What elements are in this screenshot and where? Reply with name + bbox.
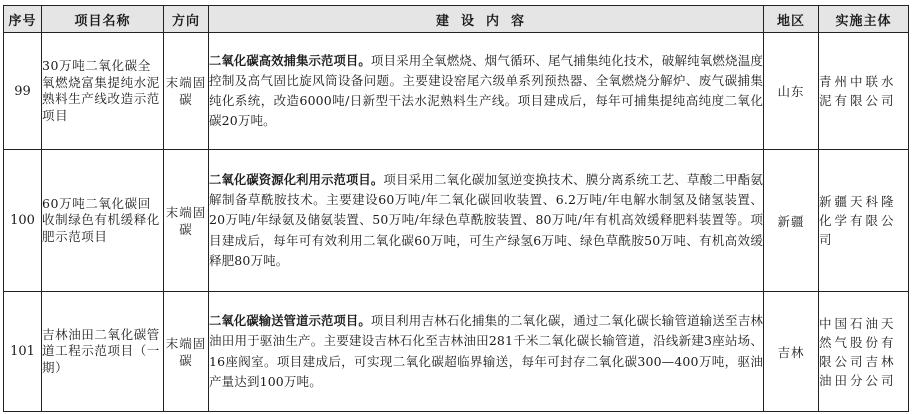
row-direction: 末端固碳 [164,33,209,150]
row-content-body: 项目采用二氧化碳加氢逆变换技术、膜分离系统工艺、草酸二甲酯氨解制备草酰胺技术。主要建设60万吨/年二氧化碳回收装置、6.2万吨/年电解水制氢及储氢装置、20万吨/年绿氨及储氨装置、50万吨/年绿色草酰胺装置、80万吨/年有机高效缓释肥料装置等。项目建成后，每年可有效利用二氧化碳60万吨，可生产绿氢6万吨、绿色草酰胺50万吨、有机高效缓释肥80万吨。 [209,171,763,268]
table-row [4,33,909,150]
row-content [209,150,764,292]
header-name: 项目名称 [42,6,164,33]
row-entity: 新疆天科隆化学有限公司 [819,150,909,292]
header-num: 序号 [4,6,42,33]
row-region: 吉林 [764,292,819,412]
projects-table [3,5,909,412]
row-project-name: 60万吨二氧化碳回收制绿色有机缓释化肥示范项目 [42,150,164,292]
row-content-body: 项目利用吉林石化捕集的二氧化碳，通过二氧化碳长输管道输送至吉林油田用于驱油生产。主要建设吉林石化至吉林油田281千米二氧化碳长输管道，沿线新建3座站场、16座阀室。项目建成后，可实现二氧化碳超临界输送，每年可封存二氧化碳300—400万吨，驱油产量达到100万吨。 [209,313,764,389]
row-content-lead: 二氧化碳高效捕集示范项目。 [209,53,371,68]
row-project-name: 30万吨二氧化碳全氧燃烧富集提纯水泥熟料生产线改造示范项目 [42,33,164,150]
header-direction: 方向 [164,6,209,33]
header-row [4,6,909,33]
row-direction: 末端固碳 [164,150,209,292]
row-content-lead: 二氧化碳输送管道示范项目。 [209,314,371,329]
row-project-name: 吉林油田二氧化碳管道工程示范项目（一期） [42,292,164,412]
header-entity: 实施主体 [819,6,909,33]
row-content-body: 项目采用全氧燃烧、烟气循环、尾气捕集纯化技术，破解纯氧燃烧温度控制及高气固比旋风筒设备问题。主要建设窑尾六级单系列预热器、全氧燃烧分解炉、废气碳捕集纯化系统，改造6000吨/日新型干法水泥熟料生产线。项目建成后，每年可捕集提纯高纯度二氧化碳20万吨。 [209,52,764,129]
row-content [209,292,764,412]
row-num: 100 [4,150,42,292]
row-entity: 中国石油天然气股份有限公司吉林油田分公司 [819,292,909,412]
row-content [209,33,764,150]
header-content: 建设内容 [209,6,764,33]
header-region: 地区 [764,6,819,33]
row-num: 101 [4,292,42,412]
row-direction: 末端固碳 [164,292,209,412]
row-content-lead: 二氧化碳资源化利用示范项目。 [209,172,384,187]
table-row [4,292,909,412]
table-row [4,150,909,292]
row-entity: 青州中联水泥有限公司 [819,33,909,150]
row-num: 99 [4,33,42,150]
row-region: 山东 [764,33,819,150]
row-region: 新疆 [764,150,819,292]
